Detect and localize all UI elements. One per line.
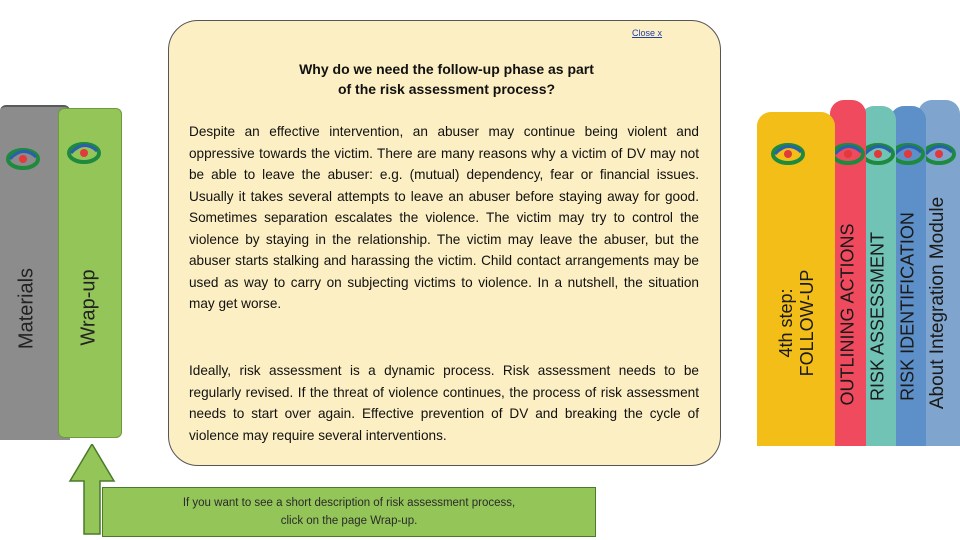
- logo-icon: [922, 142, 956, 166]
- card-title: [209, 59, 684, 99]
- logo-icon: [831, 142, 865, 166]
- logo-icon: [771, 142, 805, 166]
- hint-line1: If you want to see a short description of risk assessment process,: [182, 497, 516, 509]
- logo-icon: [6, 147, 40, 171]
- tab-risk-identification-label: RISK IDENTIFICATION: [897, 212, 918, 401]
- tab-about-label: About Integration Module: [927, 196, 948, 410]
- logo-icon: [861, 142, 895, 166]
- tab-follow-up-label: [776, 243, 818, 403]
- tab-wrap-up[interactable]: [58, 108, 122, 438]
- logo-icon: [891, 142, 925, 166]
- tab-follow-up[interactable]: [757, 112, 835, 446]
- hint-box: [102, 487, 596, 537]
- tab-follow-up-line2: FOLLOW-UP: [797, 269, 817, 377]
- card-title-line1: Why do we need the follow-up phase as part: [299, 61, 594, 77]
- tab-materials-label: Materials: [15, 267, 38, 350]
- tab-risk-assessment-label: RISK ASSESSMENT: [867, 231, 888, 402]
- paragraph-1: Despite an effective intervention, an abuser may continue being violent and oppressive towards the victim. There are many reasons why a victim of DV may not be able to leave the abuser: e.g. (mutual) dependency, fear or financial issues. Usually it takes several attempts to leave an abuser before staying away for good. Sometimes separation escalates the violence. The victim may try to control the violence by staying in the relationship. The victim may leave the abuser, but the abuser starts stalking and harassing the victim. Child contact arrangements may be used as way to carry on subjecting victims to violence. In a nutshell, the situation may get worse.: [189, 124, 699, 311]
- hint-line2: click on the page Wrap-up.: [280, 515, 418, 527]
- tab-follow-up-line1: 4th step:: [776, 288, 796, 358]
- close-link[interactable]: Close x: [632, 28, 663, 38]
- card-title-line2: of the risk assessment process?: [337, 81, 556, 97]
- paragraph-2: Ideally, risk assessment is a dynamic process. Risk assessment needs to be regularly revised. If the threat of violence continues, the process of risk assessment needs to start over again. Effective prevention of DV and breaking the cycle of violence may require several interventions.: [189, 363, 699, 443]
- logo-icon: [67, 141, 101, 165]
- tab-wrap-up-label: Wrap-up: [77, 269, 100, 346]
- info-card: [168, 20, 721, 466]
- tab-outlining-actions-label: OUTLINING ACTIONS: [837, 223, 858, 406]
- tab-outlining-actions[interactable]: [830, 100, 866, 446]
